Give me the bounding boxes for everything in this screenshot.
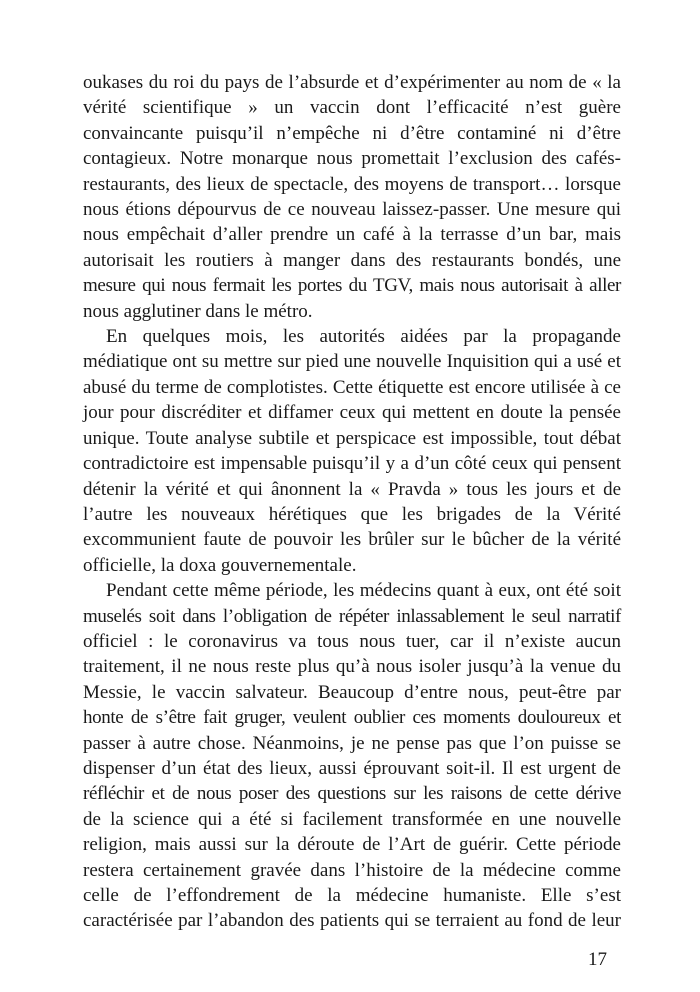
text-line: abusé du terme de complotistes. Cette étiquette est encore utilisée à ce xyxy=(83,376,621,398)
paragraph-3 xyxy=(83,578,621,934)
text-line: oukases du roi du pays de l’absurde et d’expérimenter au nom de « la xyxy=(83,72,621,93)
text-line: muselés soit dans l’obligation de répéter inlassablement le seul narratif xyxy=(83,605,621,627)
text-line: dispenser d’un état des lieux, aussi éprouvant soit-il. Il est urgent de xyxy=(83,757,621,779)
text-line: En quelques mois, les autorités aidées par la propagande xyxy=(106,326,621,348)
text-line: officiel : le coronavirus va tous nous tuer, car il n’existe aucun xyxy=(83,630,621,652)
text-line: contradictoire est impensable puisqu’il y a d’un côté ceux qui pensent xyxy=(83,453,621,475)
text-line: excommunient faute de pouvoir les brûler sur le bûcher de la vérité xyxy=(83,529,621,551)
text-line: celle de l’effondrement de la médecine humaniste. Elle s’est xyxy=(83,885,621,906)
body-text xyxy=(83,70,621,934)
text-line: nous agglutiner dans le métro. xyxy=(83,300,313,322)
text-line: passer à autre chose. Néanmoins, je ne pense pas que l’on puisse se xyxy=(83,732,621,754)
paragraph-1 xyxy=(83,70,621,324)
text-line: convaincante puisqu’il n’empêche ni d’être contaminé ni d’être xyxy=(83,122,621,144)
text-line: réfléchir et de nous poser des questions sur les raisons de cette dérive xyxy=(83,783,621,805)
text-line: caractérisée par l’abandon des patients qui se terraient au fond de leur xyxy=(83,910,621,932)
text-line: médiatique ont su mettre sur pied une nouvelle Inquisition qui a usé et xyxy=(83,351,621,373)
text-line: de la science qui a été si facilement transformée en une nouvelle xyxy=(83,808,621,830)
text-line: traitement, il ne nous reste plus qu’à nous isoler jusqu’à la venue du xyxy=(83,656,621,678)
page-number: 17 xyxy=(588,948,607,970)
text-line: jour pour discréditer et diffamer ceux qui mettent en doute la pensée xyxy=(83,402,621,424)
text-line: contagieux. Notre monarque nous promettait l’exclusion des cafés- xyxy=(83,148,621,170)
text-line: nous empêchait d’aller prendre un café à la terrasse d’un bar, mais xyxy=(83,224,621,246)
text-line: Pendant cette même période, les médecins quant à eux, ont été soit xyxy=(106,580,621,602)
text-line: honte de s’être fait gruger, veulent oublier ces moments douloureux et xyxy=(83,707,621,729)
text-line: nous étions dépourvus de ce nouveau laissez-passer. Une mesure qui xyxy=(83,199,621,221)
text-line: officielle, la doxa gouvernementale. xyxy=(83,554,357,576)
text-line: détenir la vérité et qui ânonnent la « Pravda » tous les jours et de xyxy=(83,478,621,500)
text-line: religion, mais aussi sur la déroute de l’Art de guérir. Cette période xyxy=(83,834,621,856)
text-line: Messie, le vaccin salvateur. Beaucoup d’entre nous, peut-être par xyxy=(83,681,621,703)
text-line: autorisait les routiers à manger dans des restaurants bondés, une xyxy=(83,249,621,271)
text-line: mesure qui nous fermait les portes du TGV, mais nous autorisait à aller xyxy=(83,275,621,297)
paragraph-2 xyxy=(83,324,621,578)
text-line: l’autre les nouveaux hérétiques que les brigades de la Vérité xyxy=(83,503,621,525)
text-line: restera certainement gravée dans l’histoire de la médecine comme xyxy=(83,859,621,881)
text-line: vérité scientifique » un vaccin dont l’efficacité n’est guère xyxy=(83,97,621,119)
text-line: restaurants, des lieux de spectacle, des moyens de transport… lorsque xyxy=(83,173,621,195)
text-line: unique. Toute analyse subtile et perspicace est impossible, tout débat xyxy=(83,427,621,449)
page xyxy=(83,70,621,972)
